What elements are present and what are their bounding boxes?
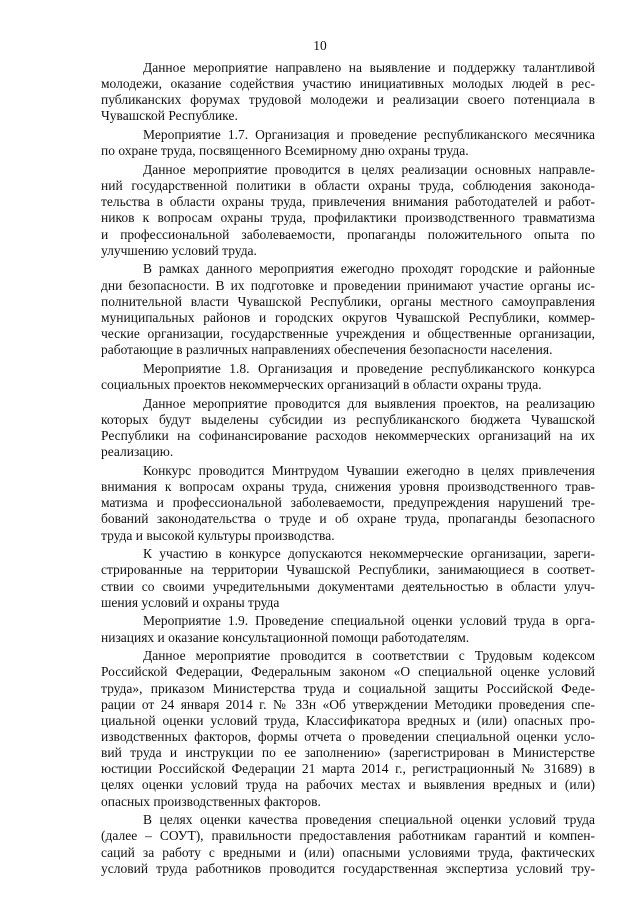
- text-line: Данное мероприятие направлено на выявление и поддержку талантливой: [143, 60, 595, 75]
- paragraph: [101, 463, 595, 544]
- text-line: полнительной власти Чувашской Республики, органы местного самоуправления: [101, 293, 595, 309]
- text-line: саций за работу с вредными и (или) опасными условиями труда, фактических: [101, 844, 595, 860]
- text-line: Чувашской Республике.: [101, 108, 238, 124]
- text-line: Республики на софинансирование расходов некоммерческих организаций на их: [101, 428, 595, 444]
- text-line: бований законодательства о труде и об охране труда, пропаганды безопасного: [101, 511, 595, 527]
- text-line: муниципальных районов и городских округов Чувашской Республики, коммер-: [101, 309, 595, 325]
- text-line: (далее – СОУТ), правильности предоставления работникам гарантий и компен-: [101, 828, 595, 844]
- text-line: К участию в конкурсе допускаются некоммерческие организации, зареги-: [143, 546, 595, 562]
- paragraph: [101, 261, 595, 358]
- text-line: Данное мероприятие проводится в целях реализации основных направле-: [143, 162, 595, 178]
- paragraph: [101, 613, 595, 645]
- text-line: социальных проектов некоммерческих организаций в области охраны труда.: [101, 377, 542, 393]
- text-line: Мероприятие 1.7. Организация и проведение республиканского месячника: [143, 127, 595, 143]
- text-line: В рамках данного мероприятия ежегодно проходят городские и районные: [143, 261, 595, 277]
- text-line: дни безопасности. В их подготовке и проведении принимают участие органы ис-: [101, 277, 595, 293]
- text-line: Мероприятие 1.8. Организация и проведение республиканского конкурса: [143, 360, 595, 376]
- paragraph: [101, 127, 595, 159]
- text-line: труда», приказом Министерства труда и социальной защиты Российской Феде-: [101, 680, 595, 696]
- paragraph: [101, 396, 595, 461]
- text-line: Российской Федерации, Федеральным законом «О специальной оценке условий: [101, 664, 595, 680]
- text-line: работающие в различных направлениях обеспечения безопасности населения.: [101, 342, 553, 358]
- text-line: Данное мероприятие проводится в соответствии с Трудовым кодексом: [143, 648, 595, 664]
- document-body: [101, 60, 595, 877]
- paragraph: [101, 162, 595, 259]
- text-line: ний государственной политики в области охраны труда, соблюдения законода-: [101, 178, 595, 194]
- text-line: и профессиональной заболеваемости, пропаганды положительного опыта по: [101, 226, 595, 242]
- text-line: целях оценки условий труда на рабочих местах и выявления вредных и (или): [101, 777, 595, 793]
- text-line: стрированные на территории Чувашской Республики, занимающиеся в соответ-: [101, 562, 595, 578]
- text-line: Данное мероприятие проводится для выявления проектов, на реализацию: [143, 395, 595, 411]
- text-line: матизма и профессиональной заболеваемости, предупреждения нарушений тре-: [101, 495, 595, 511]
- text-line: низациях и оказание консультационной помощи работодателям.: [101, 629, 470, 645]
- text-line: юстиции Российской Федерации 21 марта 2014 г., регистрационный № 31689) в: [101, 761, 595, 777]
- text-line: Конкурс проводится Минтрудом Чувашии ежегодно в целях привлечения: [143, 462, 595, 478]
- text-line: В целях оценки качества проведения специальной оценки условий труда: [143, 812, 595, 828]
- text-line: условий труда работников проводится государственная экспертиза условий тру-: [101, 860, 595, 876]
- text-line: опасных производственных факторов.: [101, 793, 321, 809]
- text-line: по охране труда, посвященного Всемирному дню охраны труда.: [101, 143, 469, 159]
- paragraph: [101, 546, 595, 611]
- text-line: шения условий и охраны труда: [101, 594, 280, 610]
- text-line: молодежи, оказание содействия участию инициативных молодых людей в рес-: [101, 76, 595, 92]
- text-line: публиканских форумах трудовой молодежи и реализации своего потенциала в: [101, 92, 595, 108]
- text-line: труда и высокой культуры производства.: [101, 527, 335, 543]
- paragraph: [101, 812, 595, 877]
- paragraph: [101, 361, 595, 393]
- text-line: рации от 24 января 2014 г. № 33н «Об утверждении Методики проведения спе-: [101, 696, 595, 712]
- paragraph: [101, 648, 595, 809]
- text-line: ников к вопросам охраны труда, профилактики производственного травматизма: [101, 210, 595, 226]
- text-line: циальной оценки условий труда, Классификатора вредных и (или) опасных про-: [101, 712, 595, 728]
- text-line: улучшению условий труда.: [101, 242, 257, 258]
- text-line: тельства в области охраны труда, привлечения внимания работодателей и работ-: [101, 194, 595, 210]
- text-line: ствии со своими учредительными документами деятельностью в области улуч-: [101, 578, 595, 594]
- paragraph: [101, 60, 595, 125]
- text-line: внимания к вопросам охраны труда, снижения уровня производственного трав-: [101, 479, 595, 495]
- text-line: которых будут выделены субсидии из республиканского бюджета Чувашской: [101, 411, 595, 427]
- text-line: Мероприятие 1.9. Проведение специальной оценки условий труда в орга-: [143, 613, 595, 629]
- text-line: ческие организации, государственные учреждения и общественные организации,: [101, 326, 595, 342]
- text-line: реализацию.: [101, 444, 174, 460]
- page-number: 10: [313, 38, 327, 53]
- text-line: изводственных факторов, формы отчета о проведении специальной оценки усло-: [101, 728, 595, 744]
- text-line: вий труда и инструкции по ее заполнению» (зарегистрирован в Министерстве: [101, 745, 595, 761]
